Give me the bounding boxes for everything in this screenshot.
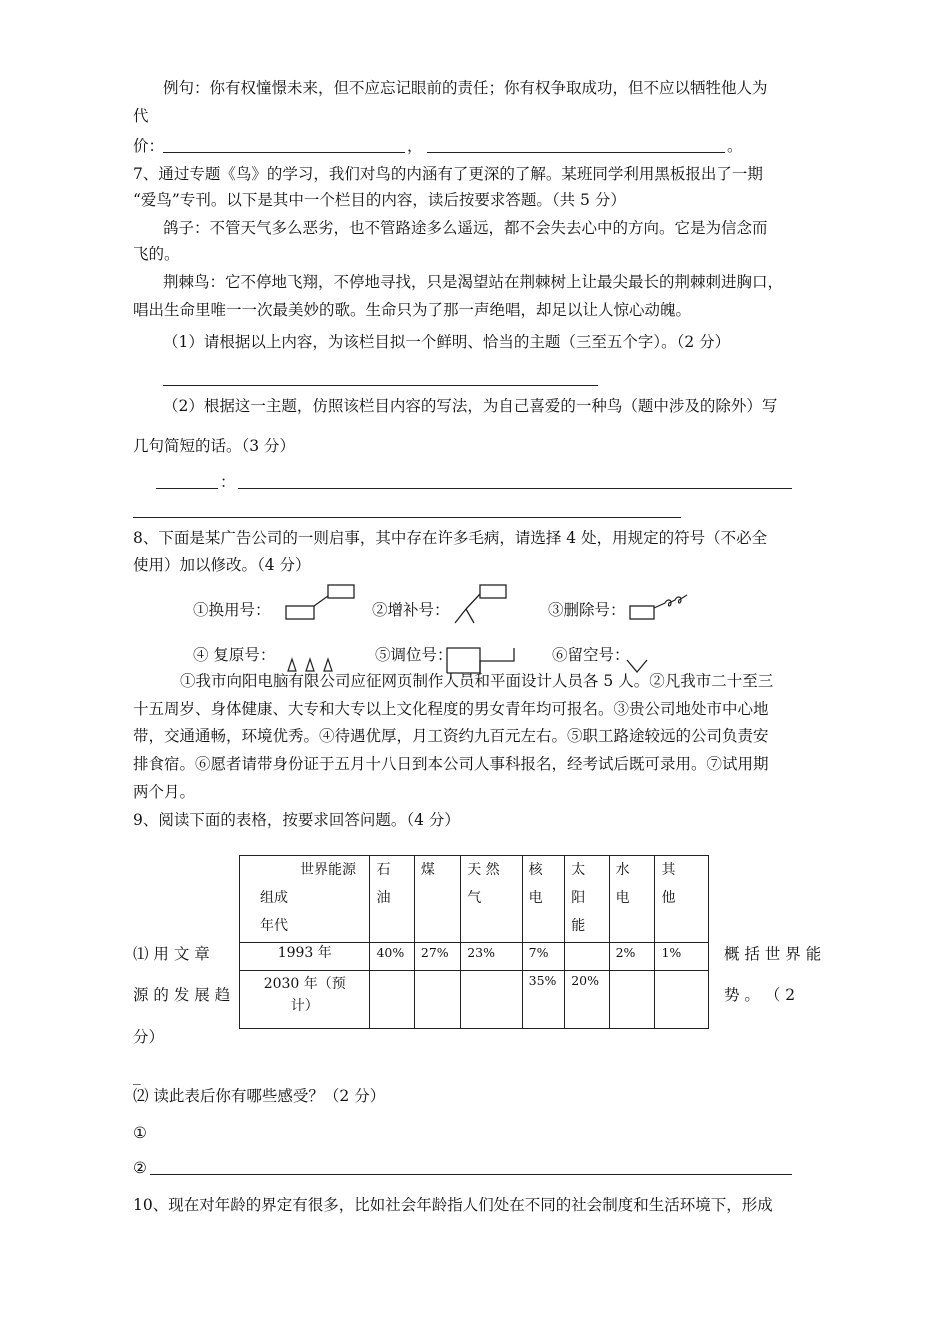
cell-other-2030: [655, 971, 709, 1029]
q9-sub2: ⑵ 读此表后你有哪些感受？（2 分）: [133, 1087, 386, 1105]
q7-sub1-answer-blank[interactable]: [163, 385, 598, 386]
q7-sub2-answer-blank-2[interactable]: [133, 517, 681, 518]
q8-symbol-restore-label: ④ 复原号：: [193, 646, 276, 664]
q9-answer-1-marker: ①: [133, 1124, 147, 1142]
q9-sub1-right-1: 概 括 世 界 能: [724, 945, 822, 963]
q8-symbol-replace-label: ①换用号：: [193, 601, 271, 619]
q7-colon: ：: [220, 473, 236, 491]
q9-answer-2-marker: ②: [133, 1159, 147, 1177]
q8-symbol-insert-label: ②增补号：: [372, 601, 450, 619]
energy-table: [239, 855, 709, 1029]
cell-other-1993: 1%: [655, 943, 709, 971]
corner-label-composition: 组成: [260, 890, 288, 906]
q6-period: 。: [727, 137, 743, 155]
cell-oil-2030: [370, 971, 414, 1029]
header-oil: 石 油: [370, 856, 414, 943]
cell-coal-2030: [414, 971, 460, 1029]
row-year-1993: 1993 年: [240, 943, 370, 971]
cell-gas-1993: 23%: [461, 943, 522, 971]
q7-bird-name-blank[interactable]: [156, 488, 218, 489]
q7-thorn-line2: 唱出生命里唯一一次最美妙的歌。生命只为了那一声绝唱，却足以让人惊心动魄。: [133, 301, 692, 319]
cell-hydro-1993: 2%: [609, 943, 655, 971]
q9-sub1-left-2: 源 的 发 展 趋: [133, 986, 231, 1004]
q10-intro: 10、现在对年龄的界定有很多，比如社会年龄指人们处在不同的社会制度和生活环境下，形成: [133, 1196, 773, 1214]
q8-symbol-delete-label: ③删除号：: [548, 601, 626, 619]
table-header-row: [240, 856, 709, 943]
delete-mark-icon: [627, 590, 692, 626]
table-corner-cell: [240, 856, 370, 943]
cell-solar-1993: [565, 943, 609, 971]
header-hydro: 水 电: [609, 856, 655, 943]
header-solar: 太 阳 能: [565, 856, 609, 943]
header-gas: 天 然 气: [461, 856, 522, 943]
insert-mark-icon: [452, 583, 512, 628]
corner-label-era: 年代: [260, 918, 288, 934]
q8-intro-line2: 使用）加以修改。（4 分）: [133, 556, 311, 574]
q9-sub1-answer-blank[interactable]: _: [133, 1067, 141, 1085]
q9-intro: 9、阅读下面的表格，按要求回答问题。（4 分）: [133, 811, 460, 829]
q7-intro-line2: “爱鸟”专刊。以下是其中一个栏目的内容，读后按要求答题。（共 5 分）: [133, 191, 626, 209]
q9-sub1-left-3: 分）: [133, 1028, 165, 1046]
row-year-2030: 2030 年（预 计）: [240, 971, 370, 1029]
table-row: [240, 943, 709, 971]
replace-mark-icon: [283, 583, 358, 623]
q7-pigeon-line2: 飞的。: [133, 245, 180, 263]
q8-symbol-swap-label: ⑤调位号：: [375, 646, 453, 664]
header-nuclear: 核 电: [522, 856, 565, 943]
q9-sub1-left-1: ⑴ 用 文 章: [133, 945, 210, 963]
q6-answer-blank-2[interactable]: [427, 152, 725, 153]
q6-comma: ，: [407, 137, 423, 155]
q8-notice-line2: 十五周岁、身体健康、大专和大专以上文化程度的男女青年均可报名。③贵公司地处市中心地: [133, 700, 769, 718]
header-coal: 煤: [414, 856, 460, 943]
header-other: 其 他: [655, 856, 709, 943]
q8-notice-line1: ①我市向阳电脑有限公司应征网页制作人员和平面设计人员各 5 人。②凡我市二十至三: [180, 672, 774, 690]
cell-nuclear-2030: 35%: [522, 971, 565, 1029]
q6-answer-blank-1[interactable]: [163, 152, 405, 153]
cell-gas-2030: [461, 971, 522, 1029]
q7-sub2-line2: 几句简短的话。（3 分）: [133, 437, 296, 455]
q8-notice-line5: 两个月。: [133, 783, 196, 801]
q7-sub2-line1: （2）根据这一主题，仿照该栏目内容的写法，为自己喜爱的一种鸟（题中涉及的除外）写: [163, 397, 778, 415]
q8-notice-line4: 排食宿。⑥愿者请带身份证于五月十八日到本公司人事科报名，经考试后既可录用。⑦试用期: [133, 755, 769, 773]
q8-intro-line1: 8、下面是某广告公司的一则启事，其中存在许多毛病，请选择 4 处，用规定的符号（不必全: [133, 529, 768, 547]
cell-solar-2030: 20%: [565, 971, 609, 1029]
q9-answer-2-blank[interactable]: [150, 1174, 792, 1175]
q6-example-line2: 代: [133, 107, 149, 125]
q8-notice-line3: 带，交通通畅，环境优秀。④待遇优厚，月工资约九百元左右。⑤职工路途较远的公司负责安: [133, 727, 769, 745]
corner-label-energy: 世界能源: [300, 862, 356, 878]
q9-sub1-right-2: 势 。 （ 2: [724, 986, 796, 1004]
q7-pigeon-line1: 鸽子：不管天气多么恶劣，也不管路途多么遥远，都不会失去心中的方向。它是为信念而: [163, 219, 768, 237]
q8-symbol-space-label: ⑥留空号：: [552, 646, 630, 664]
q7-intro-line1: 7、通过专题《鸟》的学习，我们对鸟的内涵有了更深的了解。某班同学利用黑板报出了一期: [133, 165, 763, 183]
q7-thorn-line1: 荆棘鸟：它不停地飞翔，不停地寻找，只是渴望站在荆棘树上让最尖最长的荆棘刺进胸口，: [163, 273, 784, 291]
cell-nuclear-1993: 7%: [522, 943, 565, 971]
q7-sub2-answer-blank-1[interactable]: [238, 488, 792, 489]
table-row: [240, 971, 709, 1029]
cell-oil-1993: 40%: [370, 943, 414, 971]
q7-sub1: （1）请根据以上内容，为该栏目拟一个鲜明、恰当的主题（三至五个字）。（2 分）: [163, 333, 731, 351]
q6-answer-label: 价：: [133, 137, 165, 155]
cell-coal-1993: 27%: [414, 943, 460, 971]
q6-example-line1: 例句：你有权憧憬未来，但不应忘记眼前的责任；你有权争取成功，但不应以牺牲他人为: [163, 79, 768, 97]
cell-hydro-2030: [609, 971, 655, 1029]
